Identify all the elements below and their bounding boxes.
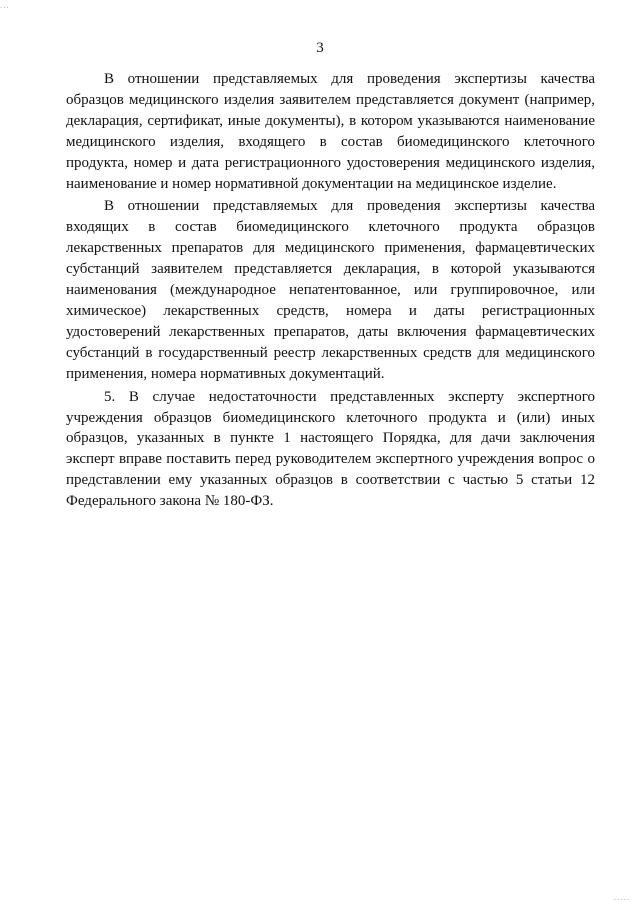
scan-corner-mark: ... — [0, 0, 10, 10]
document-body — [66, 69, 595, 514]
paragraph-insufficient-samples: 5. В случае недостаточности представленных эксперту экспертного учреждения образцов биомедицинского клеточного продукта и (или) иных образцов, указанных в пункте 1 настоящего Порядка, для дачи заключения эксперт вправе поставить перед руководителем экспертного учреждения вопрос о представлении ему указанных образцов в соответствии с частью 5 статьи 12 Федерального закона № 180-ФЗ. — [66, 388, 595, 510]
paragraph-drug-samples: В отношении представляемых для проведения экспертизы качества входящих в состав биомедицинского клеточного продукта образцов лекарственных препаратов для медицинского применения, фармацевтических субстанций заявителем представляется декларация, в которой указываются наименования (международное непатентованное, или группировочное, или химическое) лекарственных средств, номера и даты регистрационных удостоверений лекарственных препаратов, даты включения фармацевтических субстанций в государственный реестр лекарственных средств для медицинского применения, номера нормативных документаций. — [66, 198, 595, 382]
paragraph-medical-device-samples: В отношении представляемых для проведения экспертизы качества образцов медицинского изделия заявителем представляется документ (например, декларация, сертификат, иные документы), в котором указываются наименование медицинского изделия, входящего в состав биомедицинского клеточного продукта, номер и дата регистрационного удостоверения медицинского изделия, наименование и номер нормативной документации на медицинское изделие. — [66, 71, 595, 192]
page-number: 3 — [316, 40, 324, 56]
scan-bottom-mark: ..... — [613, 892, 630, 902]
